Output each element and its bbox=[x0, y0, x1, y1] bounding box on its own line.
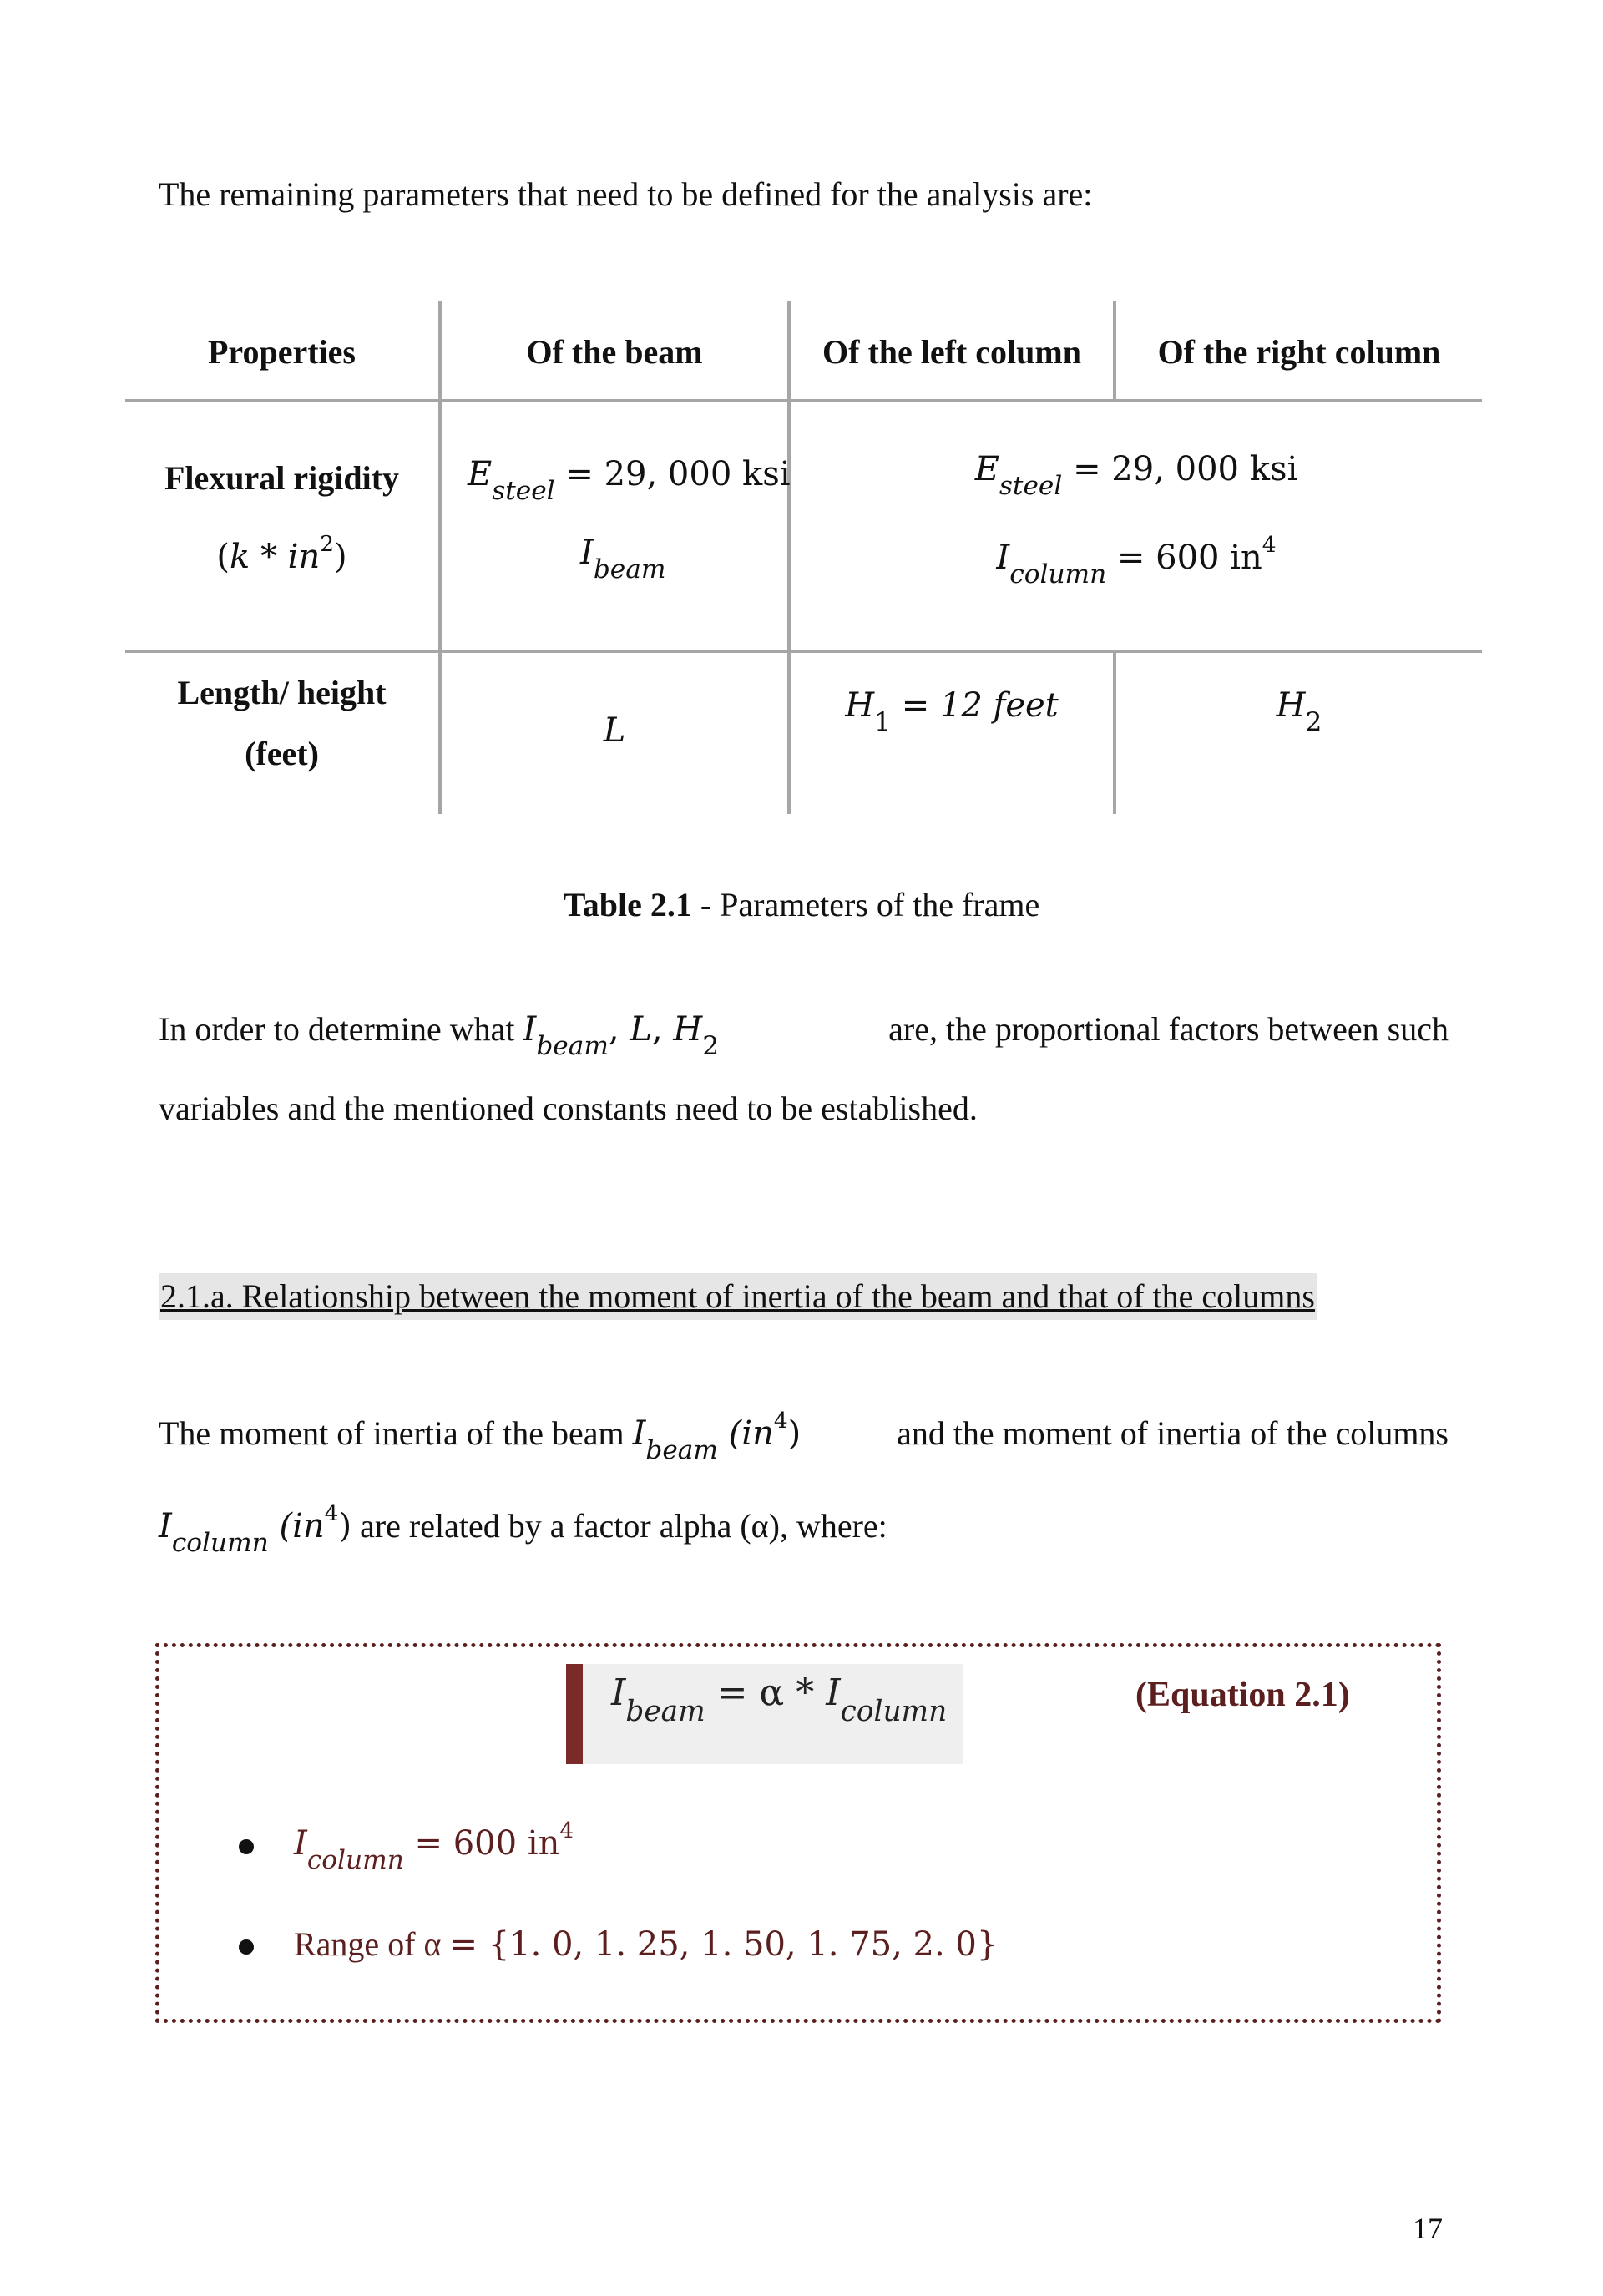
right-column-height bbox=[1116, 686, 1482, 738]
para3-start: The moment of inertia of the beam $I_{beam}$ $(in^4)$ bbox=[159, 1408, 802, 1466]
left-column-height bbox=[791, 686, 1113, 738]
units-exponent: 2 bbox=[320, 531, 335, 558]
para2-start: In order to determine what $I_{beam}$, L, $H_2$ bbox=[159, 1010, 720, 1062]
caption-label: Table 2.1 bbox=[563, 886, 692, 923]
row-units-flexural: $(k * in^2)$ bbox=[216, 531, 347, 576]
paragraph-variables-line2: variables and the mentioned constants need to be established. bbox=[159, 1090, 978, 1127]
bullet-item-alpha-range: Range of α = {1. 0, 1. 25, 1. 50, 1. 75, 2. 0} bbox=[294, 1925, 999, 1964]
table-divider bbox=[1113, 651, 1116, 814]
symbol-H: H bbox=[1276, 686, 1306, 725]
value-H1: = 12 feet bbox=[901, 686, 1059, 725]
subscript-beam: beam bbox=[593, 554, 666, 585]
beam-length: L bbox=[603, 711, 626, 750]
row-label-length-units: (feet) bbox=[245, 735, 319, 772]
symbol-I: I bbox=[996, 539, 1010, 577]
beam-elastic-modulus bbox=[468, 455, 791, 507]
subscript-2: 2 bbox=[1305, 707, 1322, 738]
equation-label: (Equation 2.1) bbox=[1135, 1676, 1350, 1714]
page-number: 17 bbox=[1413, 2212, 1443, 2245]
value-E: = 29, 000 ksi bbox=[565, 455, 791, 493]
value-E: = 29, 000 ksi bbox=[1073, 450, 1298, 488]
row-label-length: Length/ height bbox=[177, 674, 387, 711]
equation: $I_{beam} = \alpha * I_{column}$ bbox=[611, 1671, 948, 1728]
header-beam: Of the beam bbox=[526, 333, 703, 371]
units-text: k * in bbox=[229, 538, 321, 576]
row-label-flexural-rigidity: Flexural rigidity bbox=[164, 459, 400, 497]
section-heading: 2.1.a. Relationship between the moment of inertia of the beam and that of the columns bbox=[159, 1273, 1317, 1320]
exponent: 4 bbox=[1262, 532, 1277, 559]
columns-inertia bbox=[791, 532, 1482, 590]
symbol-H: H bbox=[845, 686, 875, 725]
subscript-steel: steel bbox=[492, 476, 555, 507]
para3-end: and the moment of inertia of the columns bbox=[897, 1414, 1449, 1452]
symbol-I: I bbox=[580, 534, 594, 572]
paragraph-inertia bbox=[159, 1408, 1449, 1466]
symbol-E: E bbox=[468, 455, 493, 493]
intro-text: The remaining parameters that need to be defined for the analysis are: bbox=[159, 175, 1093, 213]
parameters-table bbox=[125, 301, 1482, 814]
header-properties: Properties bbox=[208, 333, 356, 371]
table-divider bbox=[125, 399, 1482, 402]
bullet-item-inertia: $I_{column} = 600$ $in^4$ bbox=[294, 1818, 574, 1876]
subscript-column: column bbox=[1009, 559, 1107, 590]
paragraph-inertia-line2: $I_{column}$ $(in^4)$ are related by a factor alpha (α), where: bbox=[159, 1500, 887, 1559]
paragraph-variables bbox=[159, 1010, 1449, 1062]
columns-elastic-modulus bbox=[791, 450, 1482, 502]
header-left-column: Of the left column bbox=[822, 333, 1081, 371]
subscript-1: 1 bbox=[874, 707, 891, 738]
caption-text: - Parameters of the frame bbox=[691, 886, 1040, 923]
para2-end: are, the proportional factors between such bbox=[888, 1010, 1449, 1048]
header-right-column: Of the right column bbox=[1157, 333, 1441, 371]
table-caption bbox=[0, 885, 1603, 924]
symbol-E: E bbox=[974, 450, 999, 488]
subscript-steel: steel bbox=[999, 471, 1063, 502]
bullet-icon bbox=[239, 1939, 254, 1955]
beam-inertia bbox=[580, 534, 666, 585]
bullet-icon bbox=[239, 1839, 254, 1854]
table-divider bbox=[125, 650, 1482, 653]
value-I: = 600 in bbox=[1116, 539, 1262, 577]
